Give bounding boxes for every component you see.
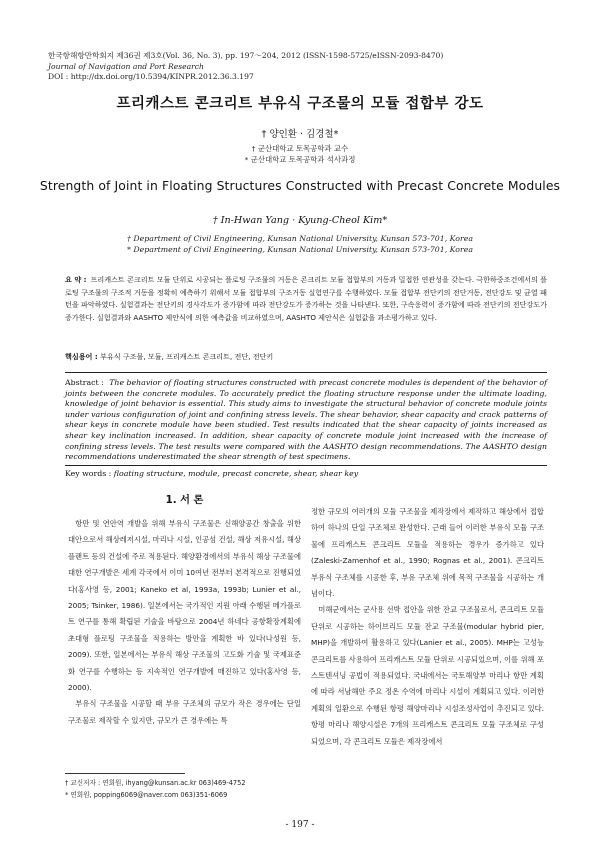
keywords-korean-text: 부유식 구조물, 모듈, 프리캐스트 콘크리트, 전단, 전단키 bbox=[99, 352, 274, 361]
keywords-english-text: floating structure, module, precast concrete, shear, shear key bbox=[113, 469, 359, 478]
journal-doi[interactable]: DOI : http://dx.doi.org/10.5394/KINPR.2012.36.3.197 bbox=[48, 72, 254, 82]
affiliation-en-1: † Department of Civil Engineering, Kunsan National University, Kunsan 573-701, Korea bbox=[127, 234, 473, 243]
abstract-bottom-rule bbox=[65, 465, 547, 466]
keywords-korean bbox=[65, 352, 547, 362]
abstract-korean-label: 요 약 : bbox=[65, 275, 87, 284]
keywords-english bbox=[65, 469, 547, 478]
section-heading-introduction: 1. 서 론 bbox=[165, 495, 204, 506]
affiliations-english bbox=[40, 233, 560, 255]
affiliation-ko-2: * 군산대학교 토목공학과 석사과정 bbox=[244, 155, 356, 164]
title-english: Strength of Joint in Floating Structures Constructed with Precast Concrete Modules bbox=[39, 178, 561, 193]
journal-name: Journal of Navigation and Port Research bbox=[48, 61, 204, 71]
body-column-right bbox=[311, 504, 544, 750]
authors-english: † In-Hwan Yang · Kyung-Cheol Kim* bbox=[212, 215, 388, 226]
journal-citation: 한국항해항만학회지 제36권 제3호(Vol. 36, No. 3), pp. 197～204, 2012 (ISSN-1598-5725/eISSN-2093-8470) bbox=[48, 51, 444, 60]
affiliations-korean bbox=[40, 143, 560, 165]
body-column-left bbox=[68, 516, 301, 729]
body-paragraph: 미해군에서는 군사용 선박 접안을 위한 잔교 구조물로서, 콘크리트 모듈단위로 시공하는 하이브리드 모듈 잔교 구조물(modular hybrid pier, MHP)을 개발하여 활용하고 있다(Lanier et al., 2005). MHP는 고성능 콘크리트를 사용하여 프리캐스트 모듈 단위로 시공되었으며, 이를 위해 포스트텐셔닝 공법이 적용되었다. 국내에서는 국토해양부 마리나 항만 계획에 따라 서남해안 주요 정온 수역에 마리나 시설이 계획되고 있다. 이러한 계획의 일환으로 수행된 항평 해양마리나 시설조성사업이 추진되고 있다. 항평 마리나 해양시설은 7개의 프리캐스트 콘크리트 모듈 구조체로 구성되었으며, 각 콘크리트 모듈은 제작장에서 bbox=[311, 605, 544, 746]
affiliation-en-2: * Department of Civil Engineering, Kunsan National University, Kunsan 573-701, Korea bbox=[127, 245, 473, 254]
footnote-coauthor: * 연회원, popping6069@naver.com 063)351-6069 bbox=[65, 791, 228, 800]
body-paragraph: 항만 및 연안역 개발을 위해 부유식 구조물은 신해양공간 창출을 위한 대안으로서 해상레저시설, 마리나 시설, 인공섬 건설, 해상 저유시설, 해상 플랜트 등의 건설에 주로 적용된다. 해양환경에서의 부유식 해상 구조물에 대한 연구개발은 세계 각국에서 이미 10여년 전부터 본격적으로 진행되었다(홍사영 등, 2001; Kaneko et al, 1993a, 1993b; Lunier et al., 2005; Tsinker, 1986). 일본에서는 국가적인 지원 아래 수행된 메가플로트 연구를 통해 확립된 기술을 바탕으로 2004년 하네다 공항확장계획에 초대형 플로팅 구조물을 적용하는 방안을 계획한 바 있다(나성원 등, 2009). 또한, 일본에서는 부유식 해상 구조물의 고도화 기술 및 국제표준화 연구를 수행하는 등 지속적인 연구개발에 매진하고 있다(홍사영 등, 2000). bbox=[68, 519, 301, 693]
body-paragraph: 부유식 구조물을 시공할 때 부유 구조체의 규모가 작은 경우에는 단일 구조물로 제작할 수 있지만, 규모가 큰 경우에는 특 bbox=[68, 699, 301, 725]
journal-header bbox=[48, 51, 552, 83]
abstract-english-label: Abstract : bbox=[65, 378, 104, 387]
footnote-corresponding-author: † 교신저자 : 연회원, ihyang@kunsan.ac.kr 063)469-4752 bbox=[65, 779, 246, 787]
affiliation-ko-1: † 군산대학교 토목공학과 교수 bbox=[251, 144, 349, 153]
abstract-english bbox=[65, 378, 547, 463]
page-number: - 197 - bbox=[285, 820, 315, 830]
keywords-english-label: Key words : bbox=[65, 469, 112, 478]
abstract-english-text: The behavior of floating structures constructed with precast concrete modules is dependent of the behavior of joints between the concrete modules. To accurately predict the floating structure response under the ultimate loading, knowledge of joint behavior is essential. This study aims to investigate the structural behavior of concrete module joints under various configuration of joint and confining stress levels. The shear behavior, shear capacity and crack patterns of shear keys in concrete module have been studied. Test results indicated that the shear capacity of joints increased as shear key inclination increased. In addition, shear capacity of concrete module joint increased with the increase of confining stress levels. The test results were compared with the AASHTO design recommendations. The AASHTO design recommendations underestimated the shear strength of test specimens. bbox=[65, 378, 547, 462]
keywords-korean-label: 핵심용어 : bbox=[65, 352, 98, 361]
body-paragraph: 정한 규모의 여러개의 모듈 구조물을 제작장에서 제작하고 해상에서 접합하여 하나의 단일 구조체로 완성한다. 근래 들어 이러한 부유식 모듈 구조물에 프리캐스트 콘크리트 모듈을 적용하는 경우가 증가하고 있다(Zaleski-Zamenhof et al., 1990; Rognas et al., 2001). 콘크리트 부유식 구조체를 시공한 후, 부유 구조체 위에 목적 구조물을 시공하는 개념이다. bbox=[311, 507, 544, 599]
authors-korean: † 양인환 · 김경철* bbox=[261, 129, 339, 140]
abstract-top-rule bbox=[65, 372, 547, 373]
title-korean: 프리캐스트 콘크리트 부유식 구조물의 모듈 접합부 강도 bbox=[116, 96, 484, 112]
abstract-korean-text: 프리캐스트 콘크리트 모듈 단위로 시공되는 플로팅 구조물의 거동은 콘크리트 모듈 접합부의 거동과 밀접한 연관성을 갖는다. 극한하중조건에서의 플로팅 구조물의 구조적 거동을 정확히 예측하기 위해서 모듈 접합부의 구조거동 실험연구를 수행하였다. 모듈 접합부 전단키의 전단거동, 전단강도 및 균열 패턴을 파악하였다. 실험결과는 전단키의 경사각도가 증가함에 따라 전단강도가 증가하는 것을 나타낸다. 또한, 구속응력이 증가함에 따라 전단키의 전단강도가 증가한다. 실험결과와 AASHTO 제안식에 의한 예측값을 비교하였으며, AASHTO 제안식은 실험값을 과소평가하고 있다. bbox=[65, 275, 548, 323]
footnote-rule bbox=[65, 773, 185, 774]
abstract-korean bbox=[65, 274, 547, 325]
footnotes bbox=[65, 777, 365, 802]
